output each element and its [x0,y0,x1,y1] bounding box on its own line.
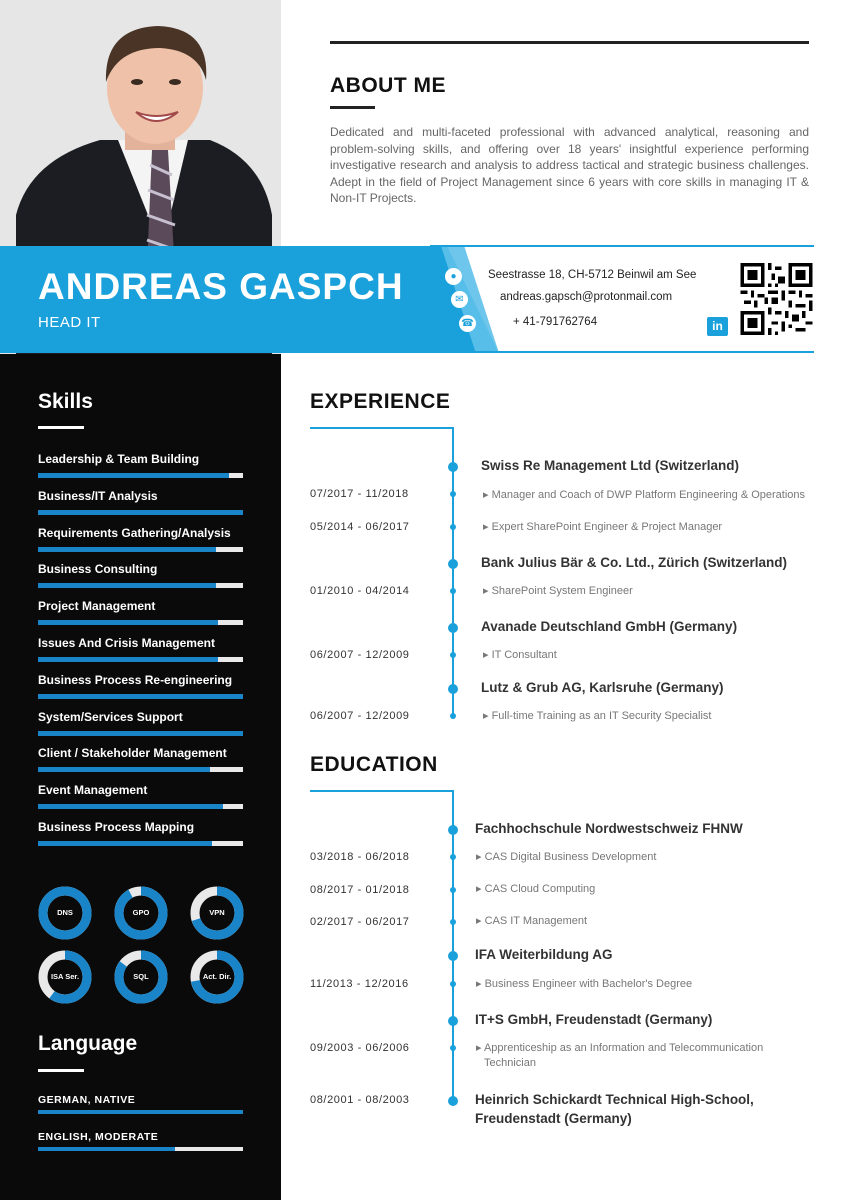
date-range: 08/2001 - 08/2003 [310,1094,410,1106]
skill-item [38,636,243,650]
tech-skill-ring [189,949,245,1005]
role-description: ▸ CAS IT Management [476,915,588,927]
skill-label: Business Process Mapping [38,820,195,834]
contact-address: Seestrasse 18, CH-5712 Beinwil am See [488,269,697,281]
skill-label: Project Management [38,599,156,614]
timeline-dot [448,1096,458,1106]
role-description: ▸ SharePoint System Engineer [483,585,633,597]
date-range: 11/2013 - 12/2016 [310,978,409,990]
ring-label: GPO [132,908,150,917]
education-timeline [452,790,454,1102]
language-bar [38,1147,243,1151]
timeline-dot-small [450,524,456,530]
skill-label: Leadership & Team Building [38,452,200,466]
date-range: 07/2017 - 11/2018 [310,488,409,500]
org-name: Swiss Re Management Ltd (Switzerland) [481,458,740,473]
date-range: 02/2017 - 06/2017 [310,916,410,928]
job-title: HEAD IT [38,314,101,331]
skill-bar [38,804,243,809]
skill-item [38,820,243,834]
skills-underline [38,426,84,429]
tech-skill-ring [113,949,169,1005]
timeline-dot-small [450,919,456,925]
skill-bar [38,547,243,552]
skill-label: Business Process Re-engineering [38,672,233,687]
skill-bar-fill [38,547,216,552]
contact-email[interactable]: andreas.gapsch@protonmail.com [500,291,673,303]
timeline-dot-small [450,981,456,987]
skill-bar [38,767,243,772]
role-description: ▸ Full-time Training as an IT Security Specialist [483,710,712,722]
org-name-continued: Freudenstadt (Germany) [475,1111,632,1126]
role-description-continued: Technician [484,1057,536,1069]
date-range: 06/2007 - 12/2009 [310,649,410,661]
skill-item [38,562,243,576]
timeline-dot [448,951,458,961]
language-bar [38,1110,243,1114]
skill-bar [38,657,243,662]
timeline-dot [448,1016,458,1026]
experience-title: EXPERIENCE [310,390,451,413]
location-pin-icon: ● [445,268,462,285]
org-name: IT+S GmbH, Freudenstadt (Germany) [475,1012,713,1027]
ring-label: VPN [209,908,225,917]
timeline-dot [448,684,458,694]
skill-bar [38,694,243,699]
date-range: 08/2017 - 01/2018 [310,884,410,896]
org-name: Heinrich Schickardt Technical High-School, [475,1092,754,1107]
date-range: 06/2007 - 12/2009 [310,710,410,722]
date-range: 01/2010 - 04/2014 [310,585,410,597]
education-rule [310,790,453,792]
org-name: Bank Julius Bär & Co. Ltd., Zürich (Switzerland) [481,555,788,570]
org-name: Avanade Deutschland GmbH (Germany) [481,619,738,634]
tech-skill-ring [37,885,93,941]
skill-bar [38,510,243,515]
linkedin-icon[interactable]: in [707,317,728,336]
skill-bar [38,583,243,588]
timeline-dot-small [450,652,456,658]
skill-bar [38,620,243,625]
tech-skill-ring [37,949,93,1005]
skill-bar [38,473,243,478]
skill-bar [38,841,243,846]
skill-item [38,673,243,687]
timeline-dot [448,623,458,633]
skill-label: Business Consulting [38,562,158,577]
role-description: ▸ Apprenticeship as an Information and Telecommunication [476,1042,764,1054]
full-name: ANDREAS GASPCH [38,266,404,307]
ring-label: ISA Ser. [50,972,80,981]
skill-label: Client / Stakeholder Management [38,746,227,761]
role-description: ▸ Manager and Coach of DWP Platform Engineering & Operations [483,489,806,501]
skill-item [38,599,243,613]
email-icon: ✉ [451,291,468,308]
date-range: 05/2014 - 06/2017 [310,521,410,533]
date-range: 03/2018 - 06/2018 [310,851,410,863]
skill-item [38,783,243,797]
timeline-dot [448,559,458,569]
skill-label: Issues And Crisis Management [38,636,215,650]
phone-icon: ☎ [459,315,476,332]
skill-bar-fill [38,731,243,736]
qr-code-icon[interactable] [740,263,813,335]
contact-phone[interactable]: + 41-791762764 [513,316,598,328]
skill-bar-fill [38,583,216,588]
org-name: Fachhochschule Nordwestschweiz FHNW [475,821,743,836]
org-name: IFA Weiterbildung AG [475,947,613,962]
ring-label: SQL [133,972,149,981]
timeline-dot-small [450,588,456,594]
skill-bar-fill [38,620,218,625]
timeline-dot [448,462,458,472]
language-item [38,1131,243,1143]
skill-item [38,710,243,724]
skill-label: Event Management [38,783,148,798]
role-description: ▸ Expert SharePoint Engineer & Project Manager [483,521,723,533]
skill-bar-fill [38,841,212,846]
language-bar-fill [38,1110,243,1114]
timeline-dot-small [450,713,456,719]
skill-bar [38,731,243,736]
tech-skill-ring [113,885,169,941]
language-label: GERMAN, NATIVE [38,1094,136,1106]
skill-label: System/Services Support [38,709,183,724]
timeline-dot [448,825,458,835]
skill-item [38,489,243,503]
contact-divider-bottom [470,351,814,353]
role-description: ▸ CAS Cloud Computing [476,883,596,895]
org-name: Lutz & Grub AG, Karlsruhe (Germany) [481,680,724,695]
about-text: Dedicated and multi-faceted professional with advanced analytical, reasoning and problem-solving skills, and offering over 18 years' insightful experience performing investigative research and analysis to address tactical and strategic business challenges. Adept in the field of Project Management since 6 years with core skills in managing IT & Non-IT Projects. [330,125,809,205]
skill-item [38,452,243,466]
skill-bar-fill [38,510,243,515]
ring-label: DNS [57,908,73,917]
tech-skill-ring [189,885,245,941]
about-title: ABOUT ME [330,74,446,97]
language-bar-fill [38,1147,175,1151]
skills-title: Skills [38,390,93,413]
role-description: ▸ Business Engineer with Bachelor's Degree [476,978,693,990]
skill-item [38,746,243,760]
language-item [38,1094,243,1106]
language-underline [38,1069,84,1072]
contact-divider-top [430,245,814,247]
skill-label: Business/IT Analysis [38,488,158,503]
skill-bar-fill [38,804,223,809]
language-label: ENGLISH, MODERATE [38,1131,159,1143]
skill-bar-fill [38,767,210,772]
about-underline [330,106,375,109]
timeline-dot-small [450,887,456,893]
timeline-dot-small [450,491,456,497]
header-rule [330,41,809,44]
date-range: 09/2003 - 06/2006 [310,1042,410,1054]
skill-label: Requirements Gathering/Analysis [38,525,231,540]
role-description: ▸ IT Consultant [483,649,557,661]
language-title: Language [38,1032,138,1055]
skill-bar-fill [38,694,243,699]
experience-rule [310,427,453,429]
role-description: ▸ CAS Digital Business Development [476,851,657,863]
timeline-dot-small [450,854,456,860]
skill-item [38,526,243,540]
timeline-dot-small [450,1045,456,1051]
skill-bar-fill [38,473,229,478]
ring-label: Act. Dir. [202,972,232,981]
education-title: EDUCATION [310,753,438,776]
skill-bar-fill [38,657,218,662]
